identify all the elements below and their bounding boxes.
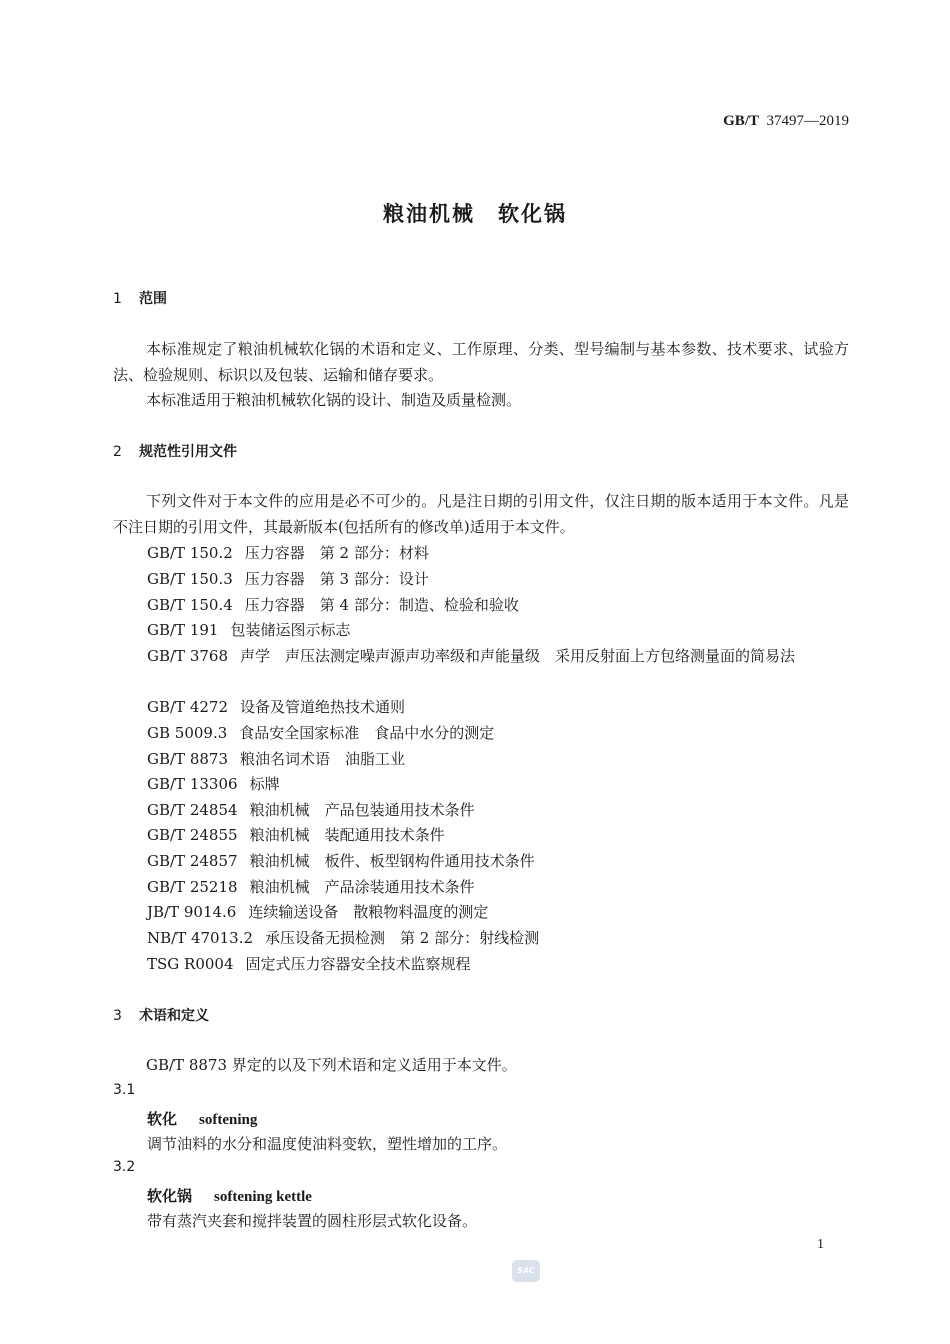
reference-title: 粮油机械 板件、板型钢构件通用技术条件 — [249, 852, 535, 870]
term-zh: 软化 — [147, 1110, 178, 1128]
reference-title: 标牌 — [249, 775, 280, 793]
reference-title: 粮油机械 产品包装通用技术条件 — [249, 801, 475, 819]
reference-item — [147, 746, 405, 772]
reference-title: 粮油名词术语 油脂工业 — [240, 750, 406, 768]
reference-code: GB/T 24854 — [147, 801, 238, 819]
reference-code: NB/T 47013.2 — [147, 929, 254, 947]
reference-code: GB/T 24857 — [147, 852, 238, 870]
term-definition: 带有蒸汽夹套和搅拌装置的圆柱形层式软化设备。 — [147, 1212, 478, 1230]
reference-code: GB/T 3768 — [147, 647, 229, 665]
term-entry — [147, 1185, 312, 1206]
reference-code: GB/T 4272 — [147, 698, 229, 716]
reference-code: TSG R0004 — [147, 955, 234, 973]
reference-code: JB/T 9014.6 — [147, 903, 237, 921]
reference-item — [113, 643, 849, 669]
reference-code: GB/T 191 — [147, 621, 219, 639]
reference-title: 包装储运图示标志 — [230, 621, 351, 639]
section-2-heading — [113, 441, 237, 461]
reference-item — [147, 592, 519, 618]
term-number: 3.2 — [113, 1159, 136, 1175]
section-3-heading — [113, 1005, 209, 1025]
reference-code: GB/T 24855 — [147, 826, 238, 844]
reference-item — [147, 925, 539, 951]
standard-prefix: GB/T — [723, 113, 759, 129]
reference-item — [147, 899, 488, 925]
reference-item — [147, 566, 429, 592]
section-number: 2 — [113, 444, 122, 460]
reference-item — [147, 951, 471, 977]
document-title: 粮油机械 软化锅 — [383, 202, 567, 226]
section-number: 1 — [113, 291, 122, 307]
scope-paragraph: 本标准规定了粮油机械软化锅的术语和定义、工作原理、分类、型号编制与基本参数、技术要求、试验方法、检验规则、标识以及包装、运输和储存要求。 — [113, 340, 849, 384]
term-definition: 调节油料的水分和温度使油料变软，塑性增加的工序。 — [147, 1135, 508, 1153]
reference-code: GB/T 13306 — [147, 775, 238, 793]
reference-title: 连续输送设备 散粮物料温度的测定 — [248, 903, 489, 921]
term-zh: 软化锅 — [147, 1187, 193, 1205]
reference-code: GB/T 150.4 — [147, 596, 233, 614]
reference-title: 固定式压力容器安全技术监察规程 — [245, 955, 471, 973]
reference-item — [147, 694, 405, 720]
reference-item — [147, 540, 429, 566]
term-entry — [147, 1108, 257, 1129]
reference-item — [147, 874, 475, 900]
reference-title: 压力容器 第 4 部分：制造、检验和验收 — [244, 596, 519, 614]
reference-code: GB/T 8873 — [147, 750, 229, 768]
reference-item — [147, 797, 475, 823]
references-intro: 下列文件对于本文件的应用是必不可少的。凡是注日期的引用文件，仅注日期的版本适用于本文件。凡是不注日期的引用文件，其最新版本(包括所有的修改单)适用于本文件。 — [113, 492, 849, 536]
reference-item — [147, 771, 280, 797]
reference-title: 压力容器 第 3 部分：设计 — [244, 570, 429, 588]
standard-number: 37497—2019 — [766, 113, 849, 129]
section-title: 范围 — [139, 291, 167, 307]
reference-code: GB 5009.3 — [147, 724, 228, 742]
reference-item — [147, 720, 494, 746]
term-en: softening kettle — [214, 1189, 312, 1205]
term-number: 3.1 — [113, 1082, 136, 1098]
term-en: softening — [199, 1112, 258, 1128]
section-title: 规范性引用文件 — [139, 444, 237, 460]
reference-code: GB/T 150.2 — [147, 544, 233, 562]
section-number: 3 — [113, 1008, 122, 1024]
reference-title: 承压设备无损检测 第 2 部分：射线检测 — [265, 929, 540, 947]
reference-item — [147, 822, 445, 848]
page-number: 1 — [817, 1237, 824, 1252]
reference-title: 声学 声压法测定噪声源声功率级和声能量级 采用反射面上方包络测量面的简易法 — [240, 647, 796, 665]
sac-watermark-logo: SAC — [512, 1260, 540, 1282]
reference-item — [147, 617, 350, 643]
reference-code: GB/T 150.3 — [147, 570, 233, 588]
reference-title: 粮油机械 产品涂装通用技术条件 — [249, 878, 475, 896]
reference-title: 压力容器 第 2 部分：材料 — [244, 544, 429, 562]
reference-title: 食品安全国家标准 食品中水分的测定 — [239, 724, 495, 742]
standard-code — [723, 113, 849, 130]
terms-intro: GB/T 8873 界定的以及下列术语和定义适用于本文件。 — [146, 1056, 517, 1074]
reference-item — [147, 848, 535, 874]
reference-title: 设备及管道绝热技术通则 — [240, 698, 406, 716]
section-1-heading — [113, 288, 167, 308]
reference-title: 粮油机械 装配通用技术条件 — [249, 826, 445, 844]
scope-paragraph: 本标准适用于粮油机械软化锅的设计、制造及质量检测。 — [146, 391, 522, 409]
reference-code: GB/T 25218 — [147, 878, 238, 896]
section-title: 术语和定义 — [139, 1008, 209, 1024]
